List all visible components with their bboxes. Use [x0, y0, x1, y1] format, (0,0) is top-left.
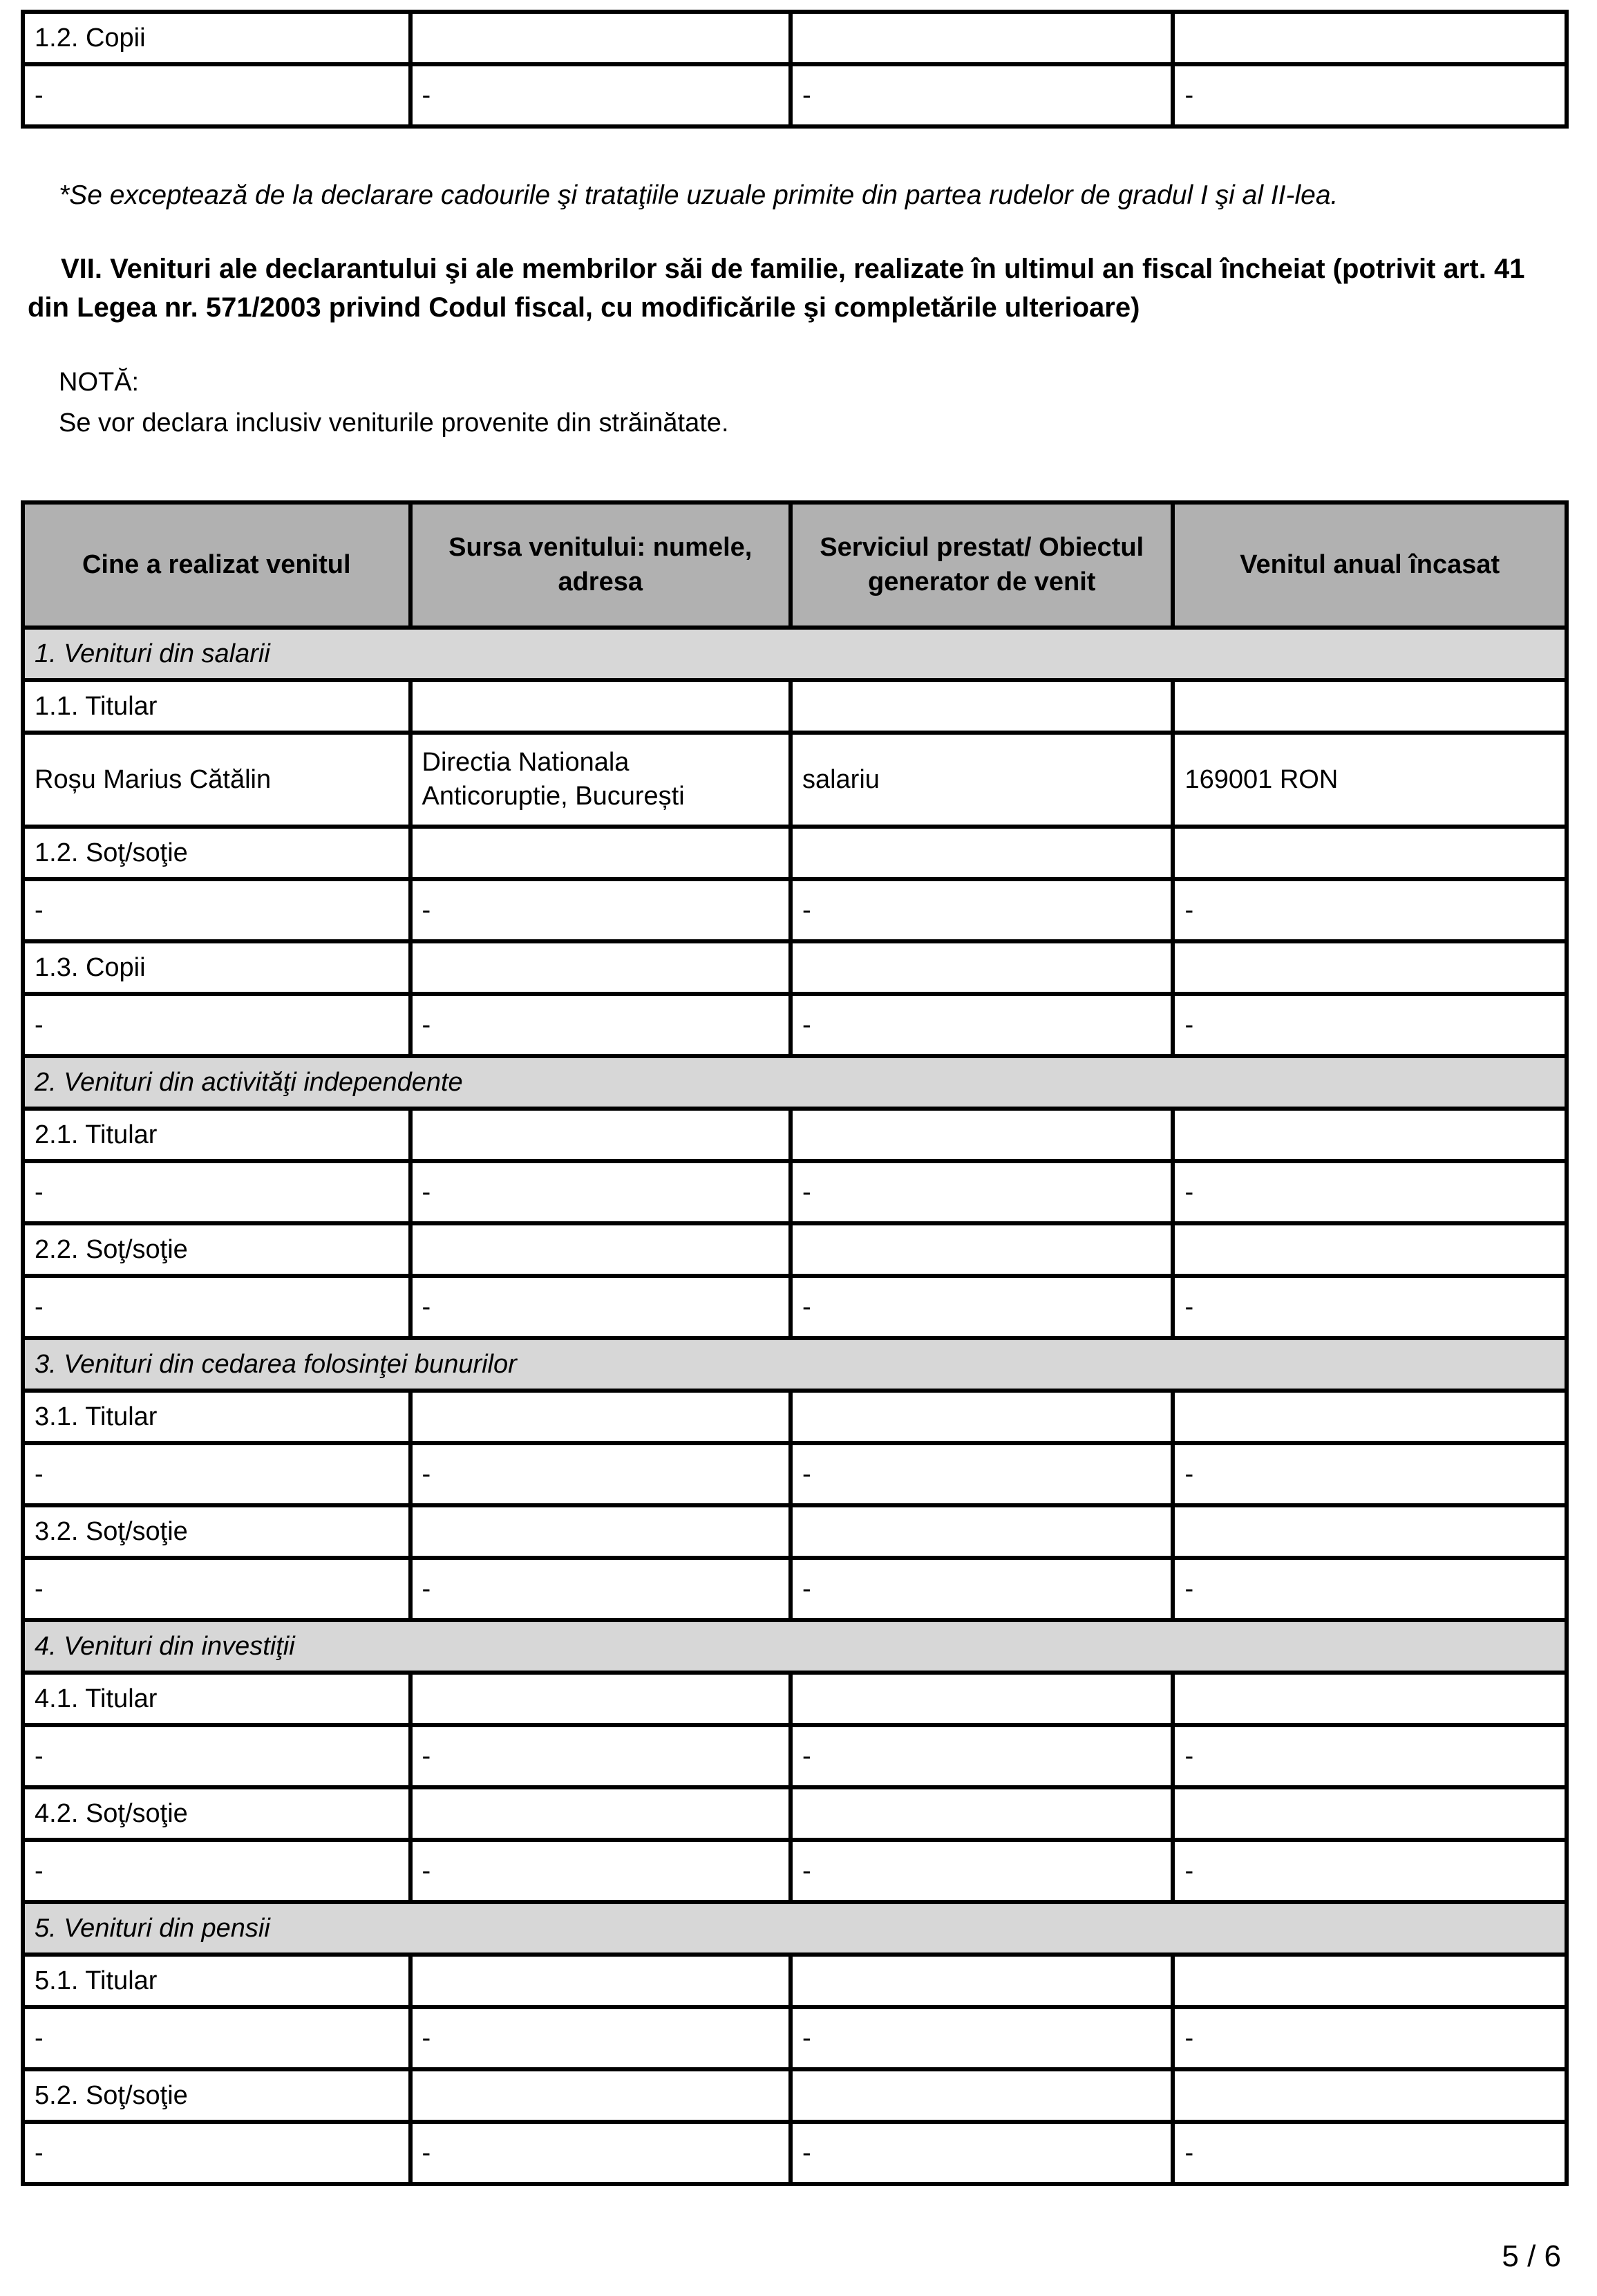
table-cell — [791, 941, 1173, 994]
table-cell — [410, 680, 791, 733]
table-cell: 169001 RON — [1173, 733, 1567, 827]
table-cell: 2.1. Titular — [23, 1109, 410, 1161]
empty-row — [23, 994, 1567, 1056]
table-cell: 1.3. Copii — [23, 941, 410, 994]
section-label: 5. Venituri din pensii — [23, 1902, 1567, 1955]
nota-label: NOTĂ: — [59, 368, 140, 397]
table-cell: 1.2. Soţ/soţie — [23, 827, 410, 879]
table-cell: Roșu Marius Cătălin — [23, 733, 410, 827]
table-cell: - — [791, 1840, 1173, 1902]
table-cell: - — [1173, 1443, 1567, 1505]
section-label: 2. Venituri din activităţi independente — [23, 1056, 1567, 1109]
table-cell — [410, 1505, 791, 1558]
table-cell — [1173, 2069, 1567, 2122]
table-cell: - — [410, 1725, 791, 1787]
table-cell: - — [23, 64, 410, 126]
table-cell — [791, 680, 1173, 733]
table-cell: 5.2. Soţ/soţie — [23, 2069, 410, 2122]
empty-row — [23, 1161, 1567, 1223]
table-cell — [410, 941, 791, 994]
table-cell: - — [410, 994, 791, 1056]
section-label: 1. Venituri din salarii — [23, 628, 1567, 680]
table-cell: - — [1173, 994, 1567, 1056]
label-row — [23, 1787, 1567, 1840]
table-cell: 4.2. Soţ/soţie — [23, 1787, 410, 1840]
table-cell: - — [410, 2122, 791, 2184]
table-cell: - — [1173, 2122, 1567, 2184]
table-cell — [410, 1109, 791, 1161]
table-cell — [791, 1955, 1173, 2007]
table-cell: - — [23, 1161, 410, 1223]
table-cell: Directia Nationala Anticoruptie, București — [410, 733, 791, 827]
empty-row — [23, 64, 1567, 126]
table-cell: - — [23, 879, 410, 941]
table-cell: - — [23, 2122, 410, 2184]
table-cell: 1.1. Titular — [23, 680, 410, 733]
section-row — [23, 628, 1567, 680]
table-cell: - — [791, 1443, 1173, 1505]
col-header-income-source: Sursa venitului: numele, adresa — [410, 502, 791, 628]
table-cell: - — [410, 1276, 791, 1338]
table-cell — [410, 2069, 791, 2122]
col-header-annual-income: Venitul anual încasat — [1173, 502, 1567, 628]
top-continuation-table — [21, 10, 1569, 129]
col-header-service-provided: Serviciul prestat/ Obiectul generator de venit — [791, 502, 1173, 628]
section-label: 4. Venituri din investiţii — [23, 1620, 1567, 1673]
table-cell: - — [1173, 1725, 1567, 1787]
table-cell: - — [1173, 2007, 1567, 2069]
gifts-exception-note: *Se exceptează de la declarare cadourile şi trataţiile uzuale primite din partea rudelor de gradul I şi al II-lea. — [59, 180, 1339, 210]
table-cell — [1173, 12, 1567, 64]
table-cell: - — [1173, 1840, 1567, 1902]
section-vii-heading: VII. Venituri ale declarantului şi ale membrilor săi de familie, realizate în ultimul an fiscal încheiat (potrivit art. 41 din Legea nr. 571/2003 privind Codul fiscal, cu modificările şi completările ulterioare) — [28, 253, 1525, 323]
label-row — [23, 1391, 1567, 1443]
table-cell — [1173, 680, 1567, 733]
table-cell: - — [410, 1443, 791, 1505]
table-cell — [1173, 827, 1567, 879]
table-cell: 3.2. Soţ/soţie — [23, 1505, 410, 1558]
table-cell: - — [410, 879, 791, 941]
table-cell — [410, 1787, 791, 1840]
table-cell: - — [791, 1161, 1173, 1223]
label-row — [23, 1505, 1567, 1558]
table-cell: - — [1173, 1558, 1567, 1620]
empty-row — [23, 1840, 1567, 1902]
table-cell: - — [791, 879, 1173, 941]
page-number: 5 / 6 — [1502, 2239, 1561, 2273]
label-row — [23, 1955, 1567, 2007]
table-cell: - — [23, 2007, 410, 2069]
label-row — [23, 2069, 1567, 2122]
label-row — [23, 1109, 1567, 1161]
table-cell: - — [23, 1725, 410, 1787]
empty-row — [23, 1443, 1567, 1505]
income-table-header-row — [23, 502, 1567, 628]
empty-row — [23, 2007, 1567, 2069]
table-cell — [1173, 1955, 1567, 2007]
table-cell: - — [23, 1840, 410, 1902]
label-row — [23, 827, 1567, 879]
empty-row — [23, 1725, 1567, 1787]
table-cell: - — [410, 1161, 791, 1223]
table-cell: 2.2. Soţ/soţie — [23, 1223, 410, 1276]
section-row — [23, 1620, 1567, 1673]
table-cell: - — [1173, 1161, 1567, 1223]
table-cell — [410, 12, 791, 64]
table-cell: - — [1173, 879, 1567, 941]
table-cell — [791, 827, 1173, 879]
table-cell: - — [791, 1725, 1173, 1787]
table-cell — [410, 1223, 791, 1276]
section-row — [23, 1056, 1567, 1109]
table-cell — [410, 827, 791, 879]
table-cell: - — [1173, 1276, 1567, 1338]
table-cell: - — [410, 64, 791, 126]
table-cell — [410, 1391, 791, 1443]
section-row — [23, 1338, 1567, 1391]
table-cell: - — [410, 1558, 791, 1620]
label-row — [23, 941, 1567, 994]
table-cell — [410, 1955, 791, 2007]
table-cell: 4.1. Titular — [23, 1673, 410, 1725]
table-cell — [1173, 1787, 1567, 1840]
table-cell — [791, 1505, 1173, 1558]
label-row — [23, 1673, 1567, 1725]
empty-row — [23, 879, 1567, 941]
table-cell: - — [23, 994, 410, 1056]
data-row — [23, 733, 1567, 827]
table-cell — [1173, 1109, 1567, 1161]
table-cell — [1173, 941, 1567, 994]
label-row — [23, 12, 1567, 64]
table-cell — [791, 1391, 1173, 1443]
income-table — [21, 500, 1569, 2186]
table-cell: - — [791, 994, 1173, 1056]
table-cell — [791, 1673, 1173, 1725]
table-cell: 5.1. Titular — [23, 1955, 410, 2007]
section-row — [23, 1902, 1567, 1955]
table-cell: - — [791, 2122, 1173, 2184]
nota-text: Se vor declara inclusiv veniturile provenite din străinătate. — [59, 408, 729, 438]
table-cell — [791, 1109, 1173, 1161]
table-cell: - — [791, 64, 1173, 126]
table-cell — [1173, 1505, 1567, 1558]
table-cell: 1.2. Copii — [23, 12, 410, 64]
table-cell — [791, 1223, 1173, 1276]
empty-row — [23, 2122, 1567, 2184]
table-cell: - — [410, 2007, 791, 2069]
table-cell — [791, 12, 1173, 64]
table-cell — [1173, 1673, 1567, 1725]
table-cell: - — [791, 2007, 1173, 2069]
table-cell: - — [791, 1276, 1173, 1338]
table-cell: - — [23, 1558, 410, 1620]
table-cell — [410, 1673, 791, 1725]
section-label: 3. Venituri din cedarea folosinţei bunurilor — [23, 1338, 1567, 1391]
table-cell: 3.1. Titular — [23, 1391, 410, 1443]
table-cell: - — [23, 1443, 410, 1505]
table-cell: - — [791, 1558, 1173, 1620]
label-row — [23, 680, 1567, 733]
table-cell — [791, 1787, 1173, 1840]
empty-row — [23, 1558, 1567, 1620]
table-cell: salariu — [791, 733, 1173, 827]
table-cell — [791, 2069, 1173, 2122]
col-header-who-earned: Cine a realizat venitul — [23, 502, 410, 628]
table-cell: - — [23, 1276, 410, 1338]
empty-row — [23, 1276, 1567, 1338]
table-cell — [1173, 1391, 1567, 1443]
table-cell — [1173, 1223, 1567, 1276]
table-cell: - — [410, 1840, 791, 1902]
label-row — [23, 1223, 1567, 1276]
table-cell: - — [1173, 64, 1567, 126]
